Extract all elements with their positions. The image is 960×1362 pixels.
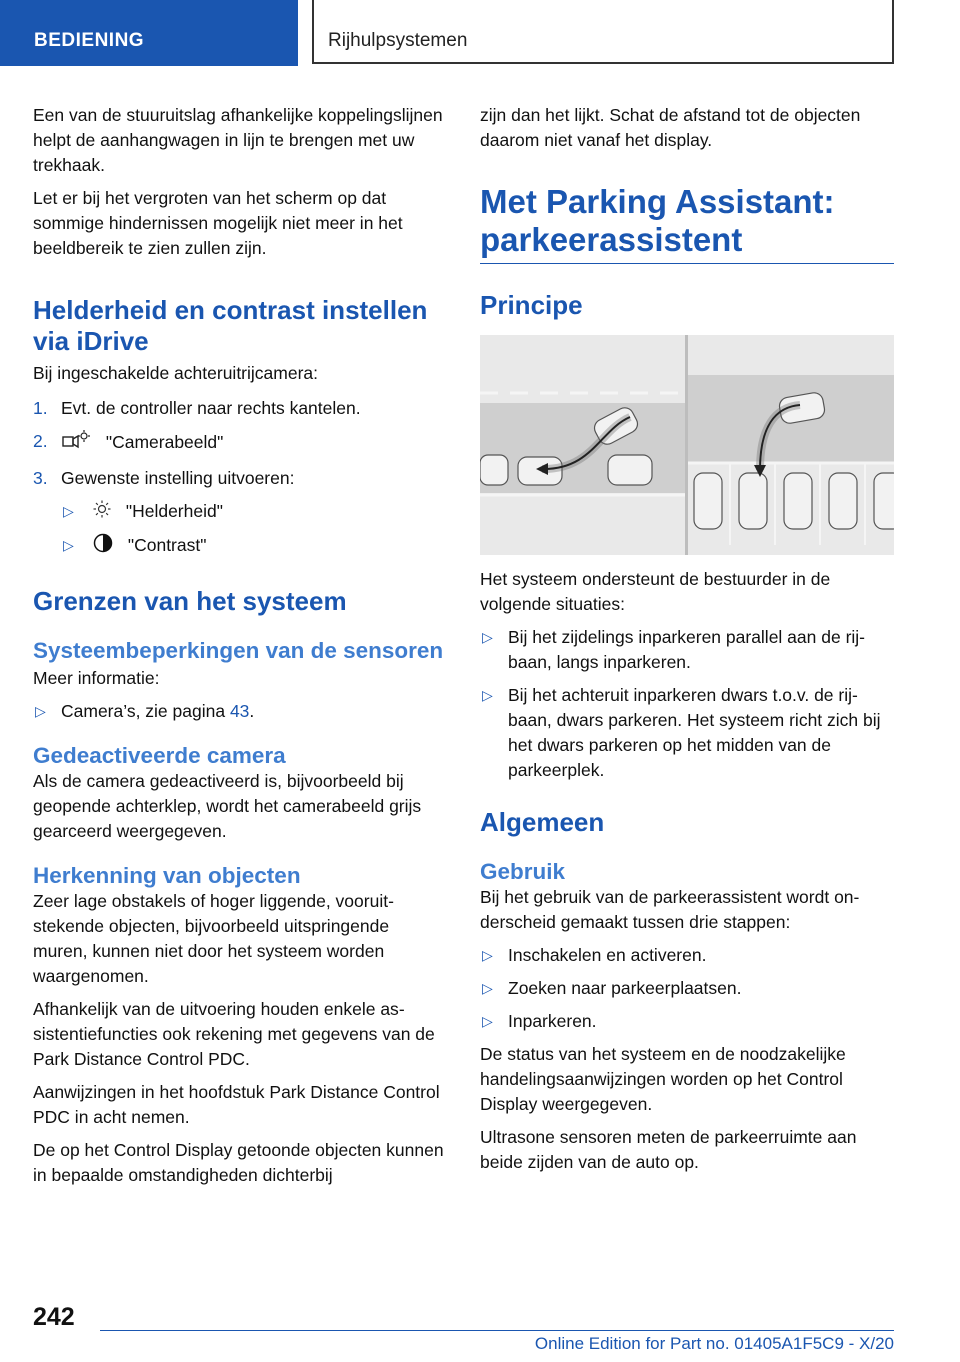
substep-text: "Helderheid" xyxy=(125,501,223,521)
list-item xyxy=(480,943,894,968)
list-item xyxy=(480,683,894,783)
step-3 xyxy=(33,466,447,491)
step-number: 2. xyxy=(33,431,48,451)
paragraph: Afhankelijk van de uitvoering houden enkele assistentiefuncties ook rekening met gegevens van de Park Distance Control PDC. xyxy=(33,998,435,1069)
page-link-43[interactable]: 43 xyxy=(229,700,250,721)
list-item-text: Inschakelen en activeren. xyxy=(508,945,707,965)
camera-settings-icon xyxy=(61,429,91,458)
paragraph: Als de camera gedeactiveerd is, bijvoorbeeld bij geopende achterklep, wordt het camerabeeld grijs gearceerd weergegeven. xyxy=(33,770,422,841)
bullet-triangle-icon: ▷ xyxy=(482,629,493,645)
list-item xyxy=(480,1009,894,1034)
paragraph: Aanwijzingen in het hoofdstuk Park Distance Control PDC in acht nemen. xyxy=(33,1081,440,1127)
list-item-text: Zoeken naar parkeerplaatsen. xyxy=(508,978,742,998)
header-chapter-label: Rijhulpsystemen xyxy=(328,30,468,51)
heading-brightness-contrast: Helderheid en contrast instellen via iDrive xyxy=(33,295,428,356)
reference-end: . xyxy=(249,700,255,721)
left-column xyxy=(33,103,447,1196)
right-column xyxy=(480,103,894,1183)
heading-deactivated-camera: Gedeactiveerde camera xyxy=(33,742,286,768)
substep-contrast xyxy=(61,533,447,560)
heading-sensor-limits: Systeembeperkingen van de sensoren xyxy=(33,637,444,663)
bullet-triangle-icon: ▷ xyxy=(482,687,493,703)
paragraph: zijn dan het lijkt. Schat de afstand tot de objecten daarom niet vanaf het display. xyxy=(480,105,861,150)
bullet-triangle-icon: ▷ xyxy=(35,702,46,719)
bullet-triangle-icon: ▷ xyxy=(482,1013,493,1029)
footer-divider xyxy=(100,1330,894,1331)
header-section-tab xyxy=(0,0,298,66)
step-text: Gewenste instelling uitvoeren: xyxy=(61,468,295,488)
contrast-icon xyxy=(93,533,113,560)
paragraph: De status van het systeem en de noodzakelijke handelingsaanwijzingen worden op het Control Display weergegeven. xyxy=(480,1044,846,1114)
parking-illustration xyxy=(480,335,894,555)
bullet-triangle-icon: ▷ xyxy=(482,980,493,996)
bullet-triangle-icon: ▷ xyxy=(63,503,74,519)
paragraph: De op het Control Display getoonde objecten kunnen in bepaalde omstandigheden dichterbij xyxy=(33,1139,444,1185)
list-item xyxy=(480,976,894,1001)
paragraph: Zeer lage obstakels of hoger liggende, vooruitstekende objecten, bijvoorbeeld uitspringende muren, kunnen niet door het systeem worden waargenomen. xyxy=(33,890,394,986)
paragraph: Een van de stuuruitslag afhankelijke koppelingslijnen helpt de aanhangwagen in lijn te brengen met uw trekhaak. xyxy=(33,105,443,175)
step-number: 1. xyxy=(33,398,48,418)
camera-reference-item xyxy=(33,699,447,724)
heading-principle: Principe xyxy=(480,290,583,320)
list-item-text: Bij het zijdelings inparkeren parallel aan de rijbaan, langs inparkeren. xyxy=(508,627,865,672)
page-number: 242 xyxy=(33,1303,75,1331)
bullet-triangle-icon: ▷ xyxy=(63,536,74,553)
header-chapter-box xyxy=(312,0,894,64)
step-text: "Camerabeeld" xyxy=(105,432,224,453)
substep-brightness xyxy=(61,499,447,525)
paragraph: Ultrasone sensoren meten de parkeerruimte aan beide zijden van de auto op. xyxy=(480,1127,857,1172)
reference-text: Camera’s, zie pagina xyxy=(61,700,230,721)
footer-edition: Online Edition for Part no. 01405A1F5C9 - X/20 xyxy=(534,1334,894,1353)
step-2 xyxy=(33,429,447,458)
bullet-triangle-icon: ▷ xyxy=(482,947,493,963)
heading-general: Algemeen xyxy=(480,807,605,837)
step-text: Evt. de controller naar rechts kantelen. xyxy=(61,398,361,418)
heading-parking-assistant: Met Parking Assistant: parkeerassistent xyxy=(480,183,835,258)
heading-object-detection: Herkenning van objecten xyxy=(33,862,301,888)
paragraph: Meer informatie: xyxy=(33,667,160,688)
substep-text: "Contrast" xyxy=(127,535,207,555)
sun-icon xyxy=(93,500,111,525)
list-item xyxy=(480,625,894,675)
step-1 xyxy=(33,396,447,421)
paragraph: Bij het gebruik van de parkeerassistent wordt onderscheid gemaakt tussen drie stappen: xyxy=(480,887,860,932)
paragraph: Het systeem ondersteunt de bestuurder in de volgende situaties: xyxy=(480,569,831,614)
paragraph: Bij ingeschakelde achteruitrijcamera: xyxy=(33,363,318,383)
heading-parking-assistant-block xyxy=(480,183,894,264)
paragraph: Let er bij het vergroten van het scherm op dat sommige hindernissen mogelijk niet meer in het beeldbereik te zien zullen zijn. xyxy=(33,188,403,258)
heading-system-limits: Grenzen van het systeem xyxy=(33,585,347,616)
header-section-label: BEDIENING xyxy=(34,30,145,51)
list-item-text: Bij het achteruit inparkeren dwars t.o.v. de rijbaan, dwars parkeren. Het systeem richt zich bij het dwars parkeren op het midden van de parkeerplek. xyxy=(508,685,881,780)
step-number: 3. xyxy=(33,468,48,488)
heading-usage: Gebruik xyxy=(480,859,566,884)
list-item-text: Inparkeren. xyxy=(508,1011,597,1031)
